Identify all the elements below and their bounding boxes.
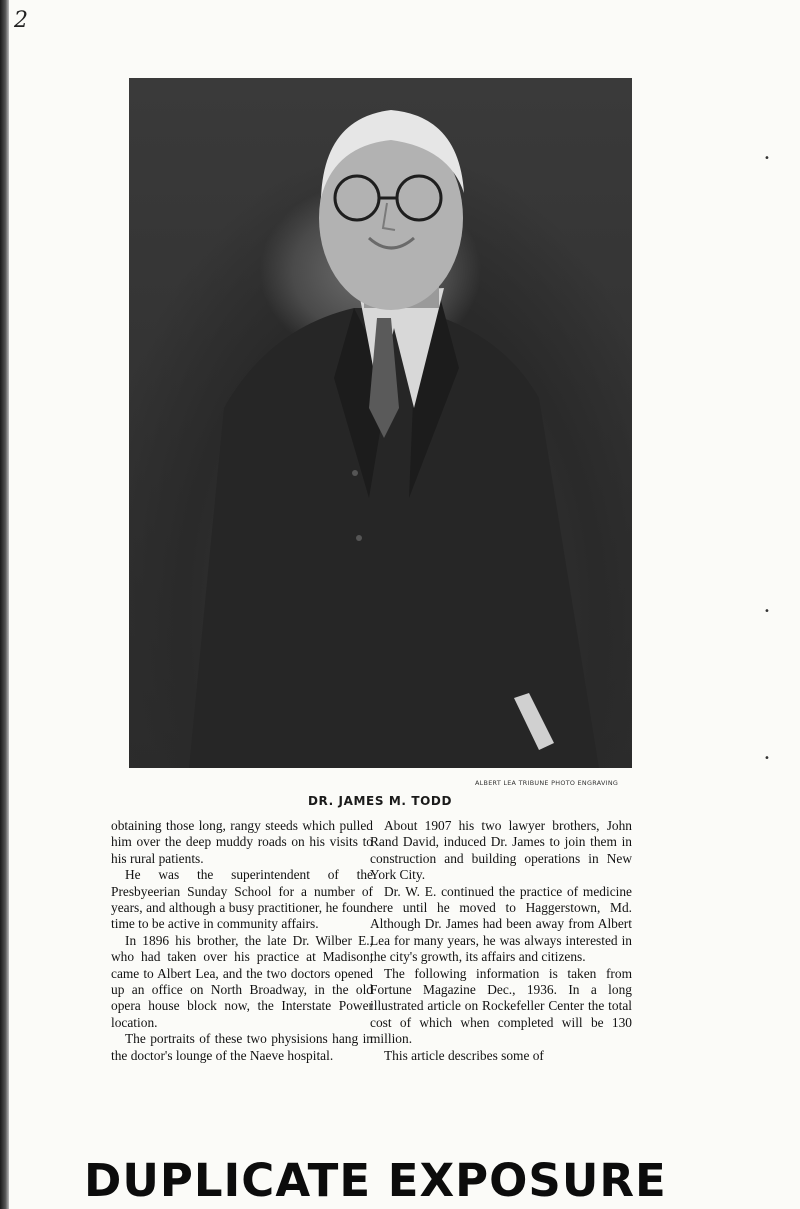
duplicate-exposure-stamp: DUPLICATE EXPOSURE: [84, 1154, 667, 1207]
margin-speck: •: [764, 606, 770, 617]
paragraph: The portraits of these two physisions hang in the doctor's lounge of the Naeve hospital.: [111, 1031, 373, 1063]
paragraph: Dr. W. E. continued the practice of medicine here until he moved to Haggerstown, Md. Although Dr. James had been away from Albert Lea for many years, he was always interested in the city's growth, its affairs and citizens.: [370, 883, 632, 965]
left-column: [111, 818, 373, 1064]
vest-button: [356, 535, 362, 541]
margin-speck: •: [764, 753, 770, 764]
photo-caption: DR. JAMES M. TODD: [307, 794, 453, 808]
paragraph: This article describes some of: [384, 1047, 544, 1063]
paragraph: The following information is taken from Fortune Magazine Dec., 1936. In a long illustrated article on Rockefeller Center the total cost of which when completed will be 130 million.: [370, 965, 632, 1047]
portrait-illustration: [129, 78, 632, 768]
portrait-photo: [129, 78, 632, 768]
vest-button: [352, 470, 358, 476]
paragraph: In 1896 his brother, the late Dr. Wilber E., who had taken over his practice at Madison, came to Albert Lea, and the two doctors opened up an office on North Broadway, in the old opera house block now, the Interstate Power location.: [111, 932, 373, 1030]
paragraph: He was the superintendent of the Presbyeerian Sunday School for a number of years, and although a busy practitioner, he found time to be active in community affairs.: [111, 867, 373, 932]
margin-speck: •: [764, 153, 770, 164]
page-number: 2: [14, 8, 28, 33]
page-edge-shadow: [0, 0, 9, 1209]
photo-credit: ALBERT LEA TRIBUNE PHOTO ENGRAVING: [475, 779, 619, 787]
paragraph: obtaining those long, rangy steeds which pulled him over the deep muddy roads on his visits to his rural patients.: [111, 818, 373, 866]
right-column: [370, 818, 632, 1064]
paragraph: About 1907 his two lawyer brothers, John Rand David, induced Dr. James to join them in construction and building operations in New York City.: [370, 818, 632, 883]
